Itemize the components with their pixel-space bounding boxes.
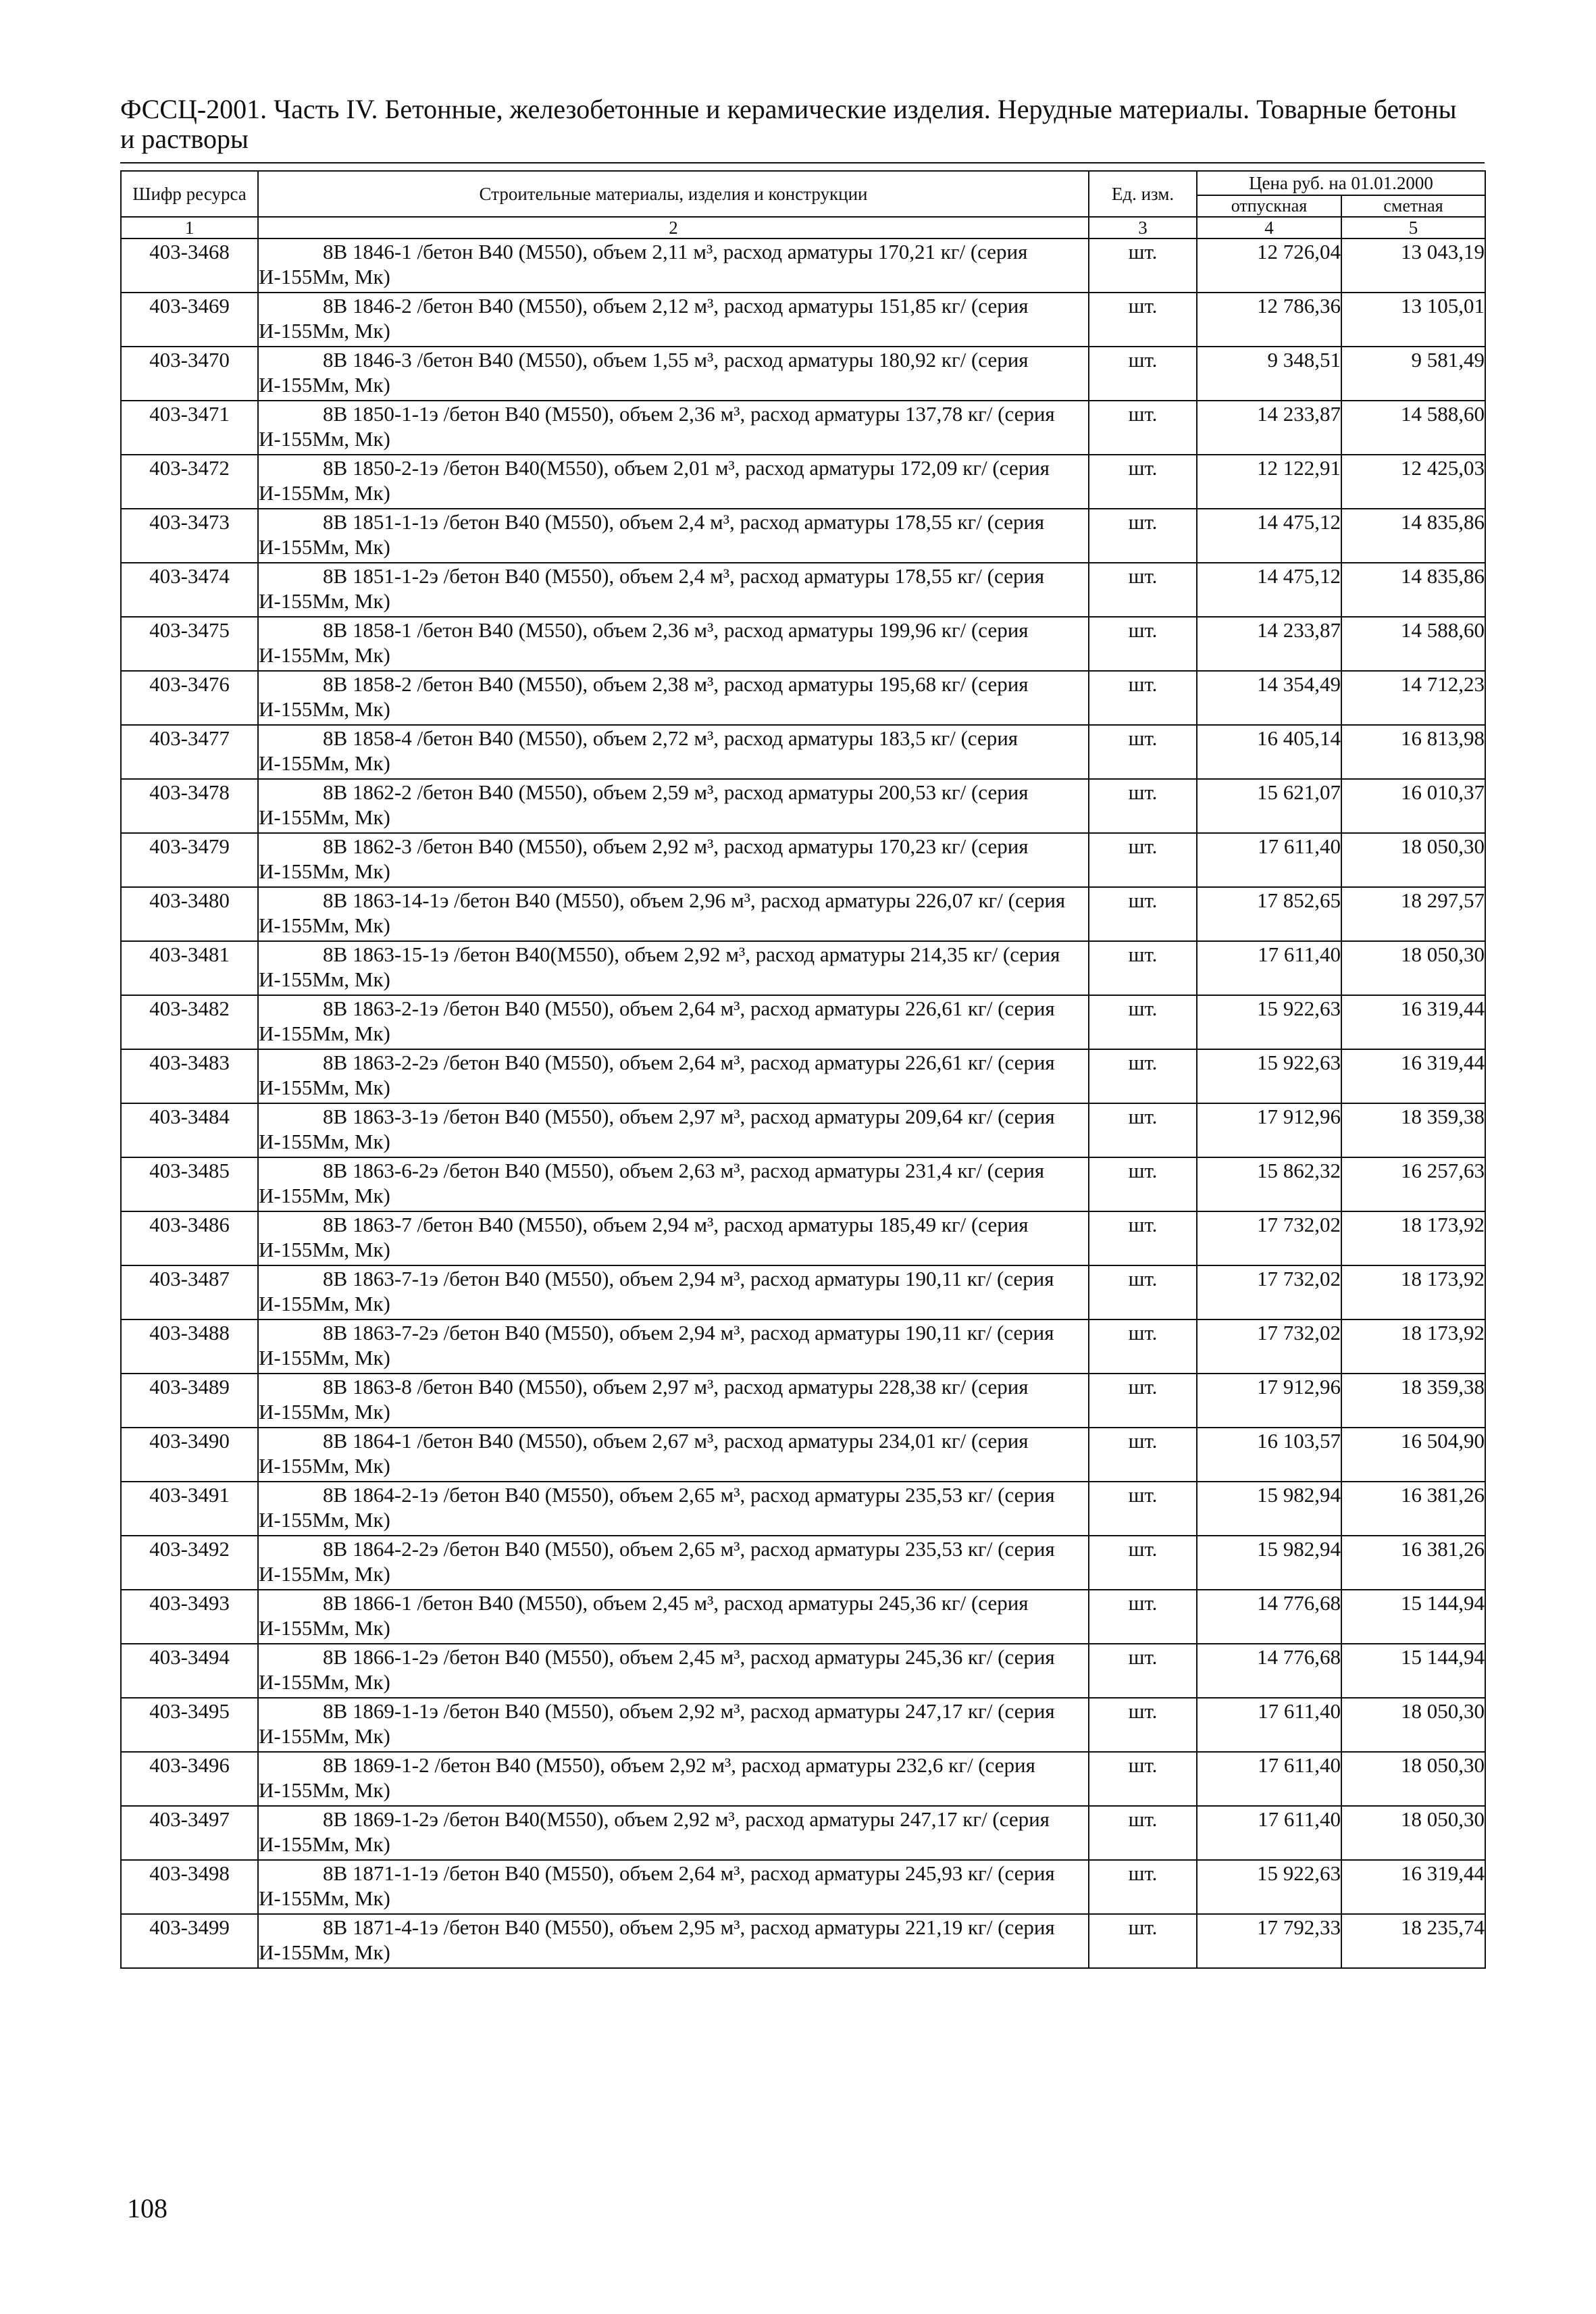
release-price: 15 922,63: [1197, 1860, 1341, 1914]
resource-code: 403-3472: [121, 455, 258, 509]
release-price: 15 862,32: [1197, 1157, 1341, 1211]
material-description: 8В 1869-1-2э /бетон В40(М550), объем 2,92 м³, расход арматуры 247,17 кг/ (серия И-155Мм, Мк): [258, 1806, 1089, 1860]
header-code: Шифр ресурса: [121, 171, 258, 217]
material-description: 8В 1863-3-1э /бетон В40 (М550), объем 2,97 м³, расход арматуры 209,64 кг/ (серия И-155Мм, Мк): [258, 1103, 1089, 1157]
material-description: 8В 1863-2-2э /бетон В40 (М550), объем 2,64 м³, расход арматуры 226,61 кг/ (серия И-155Мм, Мк): [258, 1049, 1089, 1103]
material-description: 8В 1863-8 /бетон В40 (М550), объем 2,97 м³, расход арматуры 228,38 кг/ (серия И-155Мм, Мк): [258, 1374, 1089, 1428]
material-description: 8В 1846-1 /бетон В40 (М550), объем 2,11 м³, расход арматуры 170,21 кг/ (серия И-155Мм, Мк): [258, 238, 1089, 293]
header-price-release: отпускная: [1197, 195, 1341, 217]
unit-of-measure: шт.: [1089, 941, 1197, 995]
unit-of-measure: шт.: [1089, 1752, 1197, 1806]
estimate-price: 18 050,30: [1341, 941, 1485, 995]
table-row: [121, 293, 1485, 347]
estimate-price: 18 050,30: [1341, 1698, 1485, 1752]
release-price: 12 122,91: [1197, 455, 1341, 509]
release-price: 17 611,40: [1197, 833, 1341, 887]
table-row: [121, 1536, 1485, 1590]
resource-code: 403-3494: [121, 1644, 258, 1698]
material-description: 8В 1862-2 /бетон В40 (М550), объем 2,59 м³, расход арматуры 200,53 кг/ (серия И-155Мм, Мк): [258, 779, 1089, 833]
header-unit: Ед. изм.: [1089, 171, 1197, 217]
estimate-price: 18 050,30: [1341, 1752, 1485, 1806]
material-description: 8В 1869-1-1э /бетон В40 (М550), объем 2,92 м³, расход арматуры 247,17 кг/ (серия И-155Мм, Мк): [258, 1698, 1089, 1752]
resource-code: 403-3485: [121, 1157, 258, 1211]
resource-code: 403-3499: [121, 1914, 258, 1968]
table-row: [121, 1482, 1485, 1536]
unit-of-measure: шт.: [1089, 1698, 1197, 1752]
unit-of-measure: шт.: [1089, 617, 1197, 671]
unit-of-measure: шт.: [1089, 671, 1197, 725]
release-price: 17 792,33: [1197, 1914, 1341, 1968]
release-price: 14 475,12: [1197, 563, 1341, 617]
resource-code: 403-3495: [121, 1698, 258, 1752]
estimate-price: 16 010,37: [1341, 779, 1485, 833]
release-price: 17 732,02: [1197, 1211, 1341, 1265]
resource-code: 403-3487: [121, 1265, 258, 1319]
resource-code: 403-3470: [121, 347, 258, 401]
material-description: 8В 1846-2 /бетон В40 (М550), объем 2,12 м³, расход арматуры 151,85 кг/ (серия И-155Мм, Мк): [258, 293, 1089, 347]
column-number: 3: [1089, 217, 1197, 238]
resource-code: 403-3479: [121, 833, 258, 887]
resource-code: 403-3491: [121, 1482, 258, 1536]
resource-code: 403-3476: [121, 671, 258, 725]
release-price: 17 611,40: [1197, 1698, 1341, 1752]
material-description: 8В 1871-4-1э /бетон В40 (М550), объем 2,95 м³, расход арматуры 221,19 кг/ (серия И-155Мм, Мк): [258, 1914, 1089, 1968]
resource-code: 403-3477: [121, 725, 258, 779]
resource-code: 403-3480: [121, 887, 258, 941]
material-description: 8В 1863-6-2э /бетон В40 (М550), объем 2,63 м³, расход арматуры 231,4 кг/ (серия И-155Мм, Мк): [258, 1157, 1089, 1211]
unit-of-measure: шт.: [1089, 1049, 1197, 1103]
table-row: [121, 509, 1485, 563]
table-row: [121, 1265, 1485, 1319]
release-price: 17 732,02: [1197, 1319, 1341, 1374]
estimate-price: 16 504,90: [1341, 1428, 1485, 1482]
estimate-price: 14 712,23: [1341, 671, 1485, 725]
header-title-line1: ФССЦ-2001. Часть IV. Бетонные, железобетонные и керамические изделия. Нерудные материалы. Товарные бетоны: [120, 94, 1457, 124]
unit-of-measure: шт.: [1089, 238, 1197, 293]
resource-code: 403-3484: [121, 1103, 258, 1157]
resource-code: 403-3471: [121, 401, 258, 455]
unit-of-measure: шт.: [1089, 1914, 1197, 1968]
unit-of-measure: шт.: [1089, 1319, 1197, 1374]
unit-of-measure: шт.: [1089, 887, 1197, 941]
table-row: [121, 1319, 1485, 1374]
estimate-price: 12 425,03: [1341, 455, 1485, 509]
unit-of-measure: шт.: [1089, 1860, 1197, 1914]
release-price: 9 348,51: [1197, 347, 1341, 401]
column-number: 4: [1197, 217, 1341, 238]
column-number-row: [121, 217, 1485, 238]
release-price: 15 982,94: [1197, 1536, 1341, 1590]
price-table: [120, 170, 1486, 1969]
resource-code: 403-3469: [121, 293, 258, 347]
resource-code: 403-3496: [121, 1752, 258, 1806]
unit-of-measure: шт.: [1089, 1211, 1197, 1265]
material-description: 8В 1851-1-1э /бетон В40 (М550), объем 2,4 м³, расход арматуры 178,55 кг/ (серия И-155Мм, Мк): [258, 509, 1089, 563]
resource-code: 403-3475: [121, 617, 258, 671]
estimate-price: 18 173,92: [1341, 1319, 1485, 1374]
release-price: 16 103,57: [1197, 1428, 1341, 1482]
estimate-price: 16 381,26: [1341, 1482, 1485, 1536]
release-price: 17 611,40: [1197, 941, 1341, 995]
unit-of-measure: шт.: [1089, 1806, 1197, 1860]
unit-of-measure: шт.: [1089, 455, 1197, 509]
material-description: 8В 1869-1-2 /бетон В40 (М550), объем 2,92 м³, расход арматуры 232,6 кг/ (серия И-155Мм, Мк): [258, 1752, 1089, 1806]
material-description: 8В 1864-2-1э /бетон В40 (М550), объем 2,65 м³, расход арматуры 235,53 кг/ (серия И-155Мм, Мк): [258, 1482, 1089, 1536]
estimate-price: 15 144,94: [1341, 1590, 1485, 1644]
estimate-price: 15 144,94: [1341, 1644, 1485, 1698]
unit-of-measure: шт.: [1089, 1374, 1197, 1428]
release-price: 17 732,02: [1197, 1265, 1341, 1319]
header-price-estimate: сметная: [1341, 195, 1485, 217]
table-row: [121, 1752, 1485, 1806]
estimate-price: 16 381,26: [1341, 1536, 1485, 1590]
unit-of-measure: шт.: [1089, 1536, 1197, 1590]
resource-code: 403-3474: [121, 563, 258, 617]
table-row: [121, 671, 1485, 725]
release-price: 17 611,40: [1197, 1806, 1341, 1860]
resource-code: 403-3483: [121, 1049, 258, 1103]
table-row: [121, 1428, 1485, 1482]
resource-code: 403-3493: [121, 1590, 258, 1644]
material-description: 8В 1863-2-1э /бетон В40 (М550), объем 2,64 м³, расход арматуры 226,61 кг/ (серия И-155Мм, Мк): [258, 995, 1089, 1049]
material-description: 8В 1864-1 /бетон В40 (М550), объем 2,67 м³, расход арматуры 234,01 кг/ (серия И-155Мм, Мк): [258, 1428, 1089, 1482]
estimate-price: 14 588,60: [1341, 401, 1485, 455]
estimate-price: 14 835,86: [1341, 563, 1485, 617]
unit-of-measure: шт.: [1089, 1157, 1197, 1211]
table-row: [121, 617, 1485, 671]
unit-of-measure: шт.: [1089, 509, 1197, 563]
table-row: [121, 238, 1485, 293]
unit-of-measure: шт.: [1089, 995, 1197, 1049]
table-row: [121, 1157, 1485, 1211]
unit-of-measure: шт.: [1089, 401, 1197, 455]
release-price: 17 912,96: [1197, 1374, 1341, 1428]
table-row: [121, 455, 1485, 509]
column-number: 1: [121, 217, 258, 238]
resource-code: 403-3473: [121, 509, 258, 563]
material-description: 8В 1864-2-2э /бетон В40 (М550), объем 2,65 м³, расход арматуры 235,53 кг/ (серия И-155Мм, Мк): [258, 1536, 1089, 1590]
material-description: 8В 1863-7-1э /бетон В40 (М550), объем 2,94 м³, расход арматуры 190,11 кг/ (серия И-155Мм, Мк): [258, 1265, 1089, 1319]
resource-code: 403-3497: [121, 1806, 258, 1860]
resource-code: 403-3481: [121, 941, 258, 995]
material-description: 8В 1863-7-2э /бетон В40 (М550), объем 2,94 м³, расход арматуры 190,11 кг/ (серия И-155Мм, Мк): [258, 1319, 1089, 1374]
estimate-price: 13 105,01: [1341, 293, 1485, 347]
unit-of-measure: шт.: [1089, 1482, 1197, 1536]
resource-code: 403-3478: [121, 779, 258, 833]
release-price: 15 982,94: [1197, 1482, 1341, 1536]
unit-of-measure: шт.: [1089, 1265, 1197, 1319]
material-description: 8В 1858-1 /бетон В40 (М550), объем 2,36 м³, расход арматуры 199,96 кг/ (серия И-155Мм, Мк): [258, 617, 1089, 671]
table-row: [121, 995, 1485, 1049]
unit-of-measure: шт.: [1089, 1428, 1197, 1482]
unit-of-measure: шт.: [1089, 725, 1197, 779]
release-price: 17 852,65: [1197, 887, 1341, 941]
header-rule: [120, 162, 1485, 164]
table-row: [121, 1374, 1485, 1428]
release-price: 14 475,12: [1197, 509, 1341, 563]
table-row: [121, 1914, 1485, 1968]
estimate-price: 16 319,44: [1341, 1049, 1485, 1103]
resource-code: 403-3468: [121, 238, 258, 293]
release-price: 17 611,40: [1197, 1752, 1341, 1806]
release-price: 16 405,14: [1197, 725, 1341, 779]
column-number: 2: [258, 217, 1089, 238]
estimate-price: 18 359,38: [1341, 1103, 1485, 1157]
unit-of-measure: шт.: [1089, 1644, 1197, 1698]
table-row: [121, 941, 1485, 995]
table-row: [121, 887, 1485, 941]
unit-of-measure: шт.: [1089, 347, 1197, 401]
resource-code: 403-3492: [121, 1536, 258, 1590]
unit-of-measure: шт.: [1089, 293, 1197, 347]
release-price: 14 233,87: [1197, 617, 1341, 671]
estimate-price: 18 050,30: [1341, 833, 1485, 887]
table-row: [121, 779, 1485, 833]
column-number: 5: [1341, 217, 1485, 238]
header-price-group: Цена руб. на 01.01.2000: [1197, 171, 1485, 195]
material-description: 8В 1851-1-2э /бетон В40 (М550), объем 2,4 м³, расход арматуры 178,55 кг/ (серия И-155Мм, Мк): [258, 563, 1089, 617]
release-price: 17 912,96: [1197, 1103, 1341, 1157]
resource-code: 403-3482: [121, 995, 258, 1049]
release-price: 14 354,49: [1197, 671, 1341, 725]
table-row: [121, 1211, 1485, 1265]
material-description: 8В 1850-2-1э /бетон В40(М550), объем 2,01 м³, расход арматуры 172,09 кг/ (серия И-155Мм, Мк): [258, 455, 1089, 509]
resource-code: 403-3488: [121, 1319, 258, 1374]
unit-of-measure: шт.: [1089, 1590, 1197, 1644]
table-row: [121, 347, 1485, 401]
estimate-price: 16 257,63: [1341, 1157, 1485, 1211]
release-price: 12 786,36: [1197, 293, 1341, 347]
material-description: 8В 1858-4 /бетон В40 (М550), объем 2,72 м³, расход арматуры 183,5 кг/ (серия И-155Мм, Мк): [258, 725, 1089, 779]
table-row: [121, 563, 1485, 617]
release-price: 12 726,04: [1197, 238, 1341, 293]
material-description: 8В 1863-15-1э /бетон В40(М550), объем 2,92 м³, расход арматуры 214,35 кг/ (серия И-155Мм, Мк): [258, 941, 1089, 995]
resource-code: 403-3498: [121, 1860, 258, 1914]
estimate-price: 18 235,74: [1341, 1914, 1485, 1968]
estimate-price: 18 173,92: [1341, 1211, 1485, 1265]
estimate-price: 9 581,49: [1341, 347, 1485, 401]
release-price: 14 776,68: [1197, 1644, 1341, 1698]
document-header: [120, 95, 1485, 154]
estimate-price: 14 835,86: [1341, 509, 1485, 563]
release-price: 15 922,63: [1197, 995, 1341, 1049]
material-description: 8В 1863-7 /бетон В40 (М550), объем 2,94 м³, расход арматуры 185,49 кг/ (серия И-155Мм, Мк): [258, 1211, 1089, 1265]
estimate-price: 18 173,92: [1341, 1265, 1485, 1319]
estimate-price: 16 319,44: [1341, 1860, 1485, 1914]
material-description: 8В 1866-1 /бетон В40 (М550), объем 2,45 м³, расход арматуры 245,36 кг/ (серия И-155Мм, Мк): [258, 1590, 1089, 1644]
material-description: 8В 1871-1-1э /бетон В40 (М550), объем 2,64 м³, расход арматуры 245,93 кг/ (серия И-155Мм, Мк): [258, 1860, 1089, 1914]
price-table-body: [121, 238, 1485, 1968]
material-description: 8В 1846-3 /бетон В40 (М550), объем 1,55 м³, расход арматуры 180,92 кг/ (серия И-155Мм, Мк): [258, 347, 1089, 401]
table-row: [121, 1644, 1485, 1698]
table-row: [121, 725, 1485, 779]
estimate-price: 18 050,30: [1341, 1806, 1485, 1860]
estimate-price: 18 359,38: [1341, 1374, 1485, 1428]
header-title-line2: и растворы: [120, 124, 249, 154]
price-table-head: [121, 171, 1485, 238]
resource-code: 403-3486: [121, 1211, 258, 1265]
resource-code: 403-3489: [121, 1374, 258, 1428]
table-row: [121, 833, 1485, 887]
release-price: 14 776,68: [1197, 1590, 1341, 1644]
material-description: 8В 1850-1-1э /бетон В40 (М550), объем 2,36 м³, расход арматуры 137,78 кг/ (серия И-155Мм, Мк): [258, 401, 1089, 455]
unit-of-measure: шт.: [1089, 563, 1197, 617]
resource-code: 403-3490: [121, 1428, 258, 1482]
table-row: [121, 1590, 1485, 1644]
table-row: [121, 1860, 1485, 1914]
material-description: 8В 1863-14-1э /бетон В40 (М550), объем 2,96 м³, расход арматуры 226,07 кг/ (серия И-155Мм, Мк): [258, 887, 1089, 941]
material-description: 8В 1858-2 /бетон В40 (М550), объем 2,38 м³, расход арматуры 195,68 кг/ (серия И-155Мм, Мк): [258, 671, 1089, 725]
estimate-price: 13 043,19: [1341, 238, 1485, 293]
release-price: 15 621,07: [1197, 779, 1341, 833]
header-description: Строительные материалы, изделия и конструкции: [258, 171, 1089, 217]
table-row: [121, 1806, 1485, 1860]
unit-of-measure: шт.: [1089, 779, 1197, 833]
unit-of-measure: шт.: [1089, 1103, 1197, 1157]
estimate-price: 16 813,98: [1341, 725, 1485, 779]
estimate-price: 16 319,44: [1341, 995, 1485, 1049]
table-row: [121, 401, 1485, 455]
table-row: [121, 1049, 1485, 1103]
release-price: 14 233,87: [1197, 401, 1341, 455]
release-price: 15 922,63: [1197, 1049, 1341, 1103]
estimate-price: 14 588,60: [1341, 617, 1485, 671]
material-description: 8В 1866-1-2э /бетон В40 (М550), объем 2,45 м³, расход арматуры 245,36 кг/ (серия И-155Мм, Мк): [258, 1644, 1089, 1698]
estimate-price: 18 297,57: [1341, 887, 1485, 941]
table-row: [121, 1103, 1485, 1157]
table-row: [121, 1698, 1485, 1752]
unit-of-measure: шт.: [1089, 833, 1197, 887]
material-description: 8В 1862-3 /бетон В40 (М550), объем 2,92 м³, расход арматуры 170,23 кг/ (серия И-155Мм, Мк): [258, 833, 1089, 887]
page-number: 108: [127, 2193, 168, 2223]
